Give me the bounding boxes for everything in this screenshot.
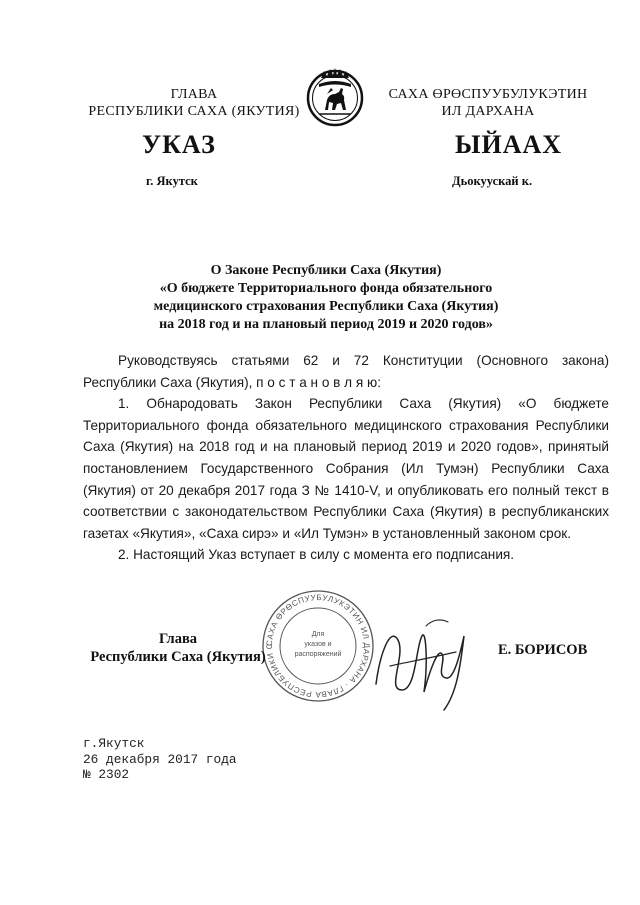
- footer: [83, 736, 237, 783]
- coat-of-arms-icon: [305, 64, 365, 130]
- signatory-name: Е. БОРИСОВ: [498, 642, 588, 658]
- preamble: Руководствуясь статьями 62 и 72 Конституции (Основного закона) Республики Саха (Якутия), п о с т а н о в л я ю:: [83, 353, 609, 390]
- city-sakha: Дьокуускай к.: [452, 174, 533, 188]
- seal-ring-text: САХА ӨРӨСПУУБУЛУКЭТИН ИЛ ДАРХАНА · ГЛАВА РЕСПУБЛИКИ С: [264, 592, 372, 700]
- seal-stamp-icon: [260, 588, 376, 704]
- title-sakha: ЫЙААХ: [455, 130, 563, 159]
- signature-title-line2: Республики Саха (Якутия): [90, 649, 266, 665]
- header-left: [88, 86, 300, 120]
- seal-center-line2: указов и: [304, 641, 332, 648]
- header-right-line1: САХА ӨРӨСПУУБУЛУКЭТИН: [388, 87, 588, 102]
- city-ru: г. Якутск: [146, 174, 198, 188]
- emblem: [305, 64, 365, 130]
- title-ru: УКАЗ: [142, 130, 216, 159]
- item-1: 1. Обнародовать Закон Республики Саха (Якутия) «О бюджете Территориального фонда обязательного медицинского страхования Республики Саха (Якутия) на 2018 год и на плановый период 2019 и 2020 годов», принятый постановлением Государственного Собрания (Ил Тумэн) Республики Саха (Якутия) от 20 декабря 2017 года З № 1410-V, и опубликовать его полный текст в соответствии с законодательством Республики Саха (Якутия) в республиканских газетах «Якутия», «Саха сирэ» и «Ил Тумэн» в установленный законом срок.: [83, 396, 609, 541]
- law-title-line2: «О бюджете Территориального фонда обязательного: [159, 281, 493, 296]
- footer-city: г.Якутск: [83, 736, 145, 751]
- footer-date: 26 декабря 2017 года: [83, 751, 237, 767]
- law-title-line3: медицинского страхования Республики Саха (Якутия): [153, 299, 499, 314]
- decree-body: [83, 350, 609, 566]
- header-left-line1: ГЛАВА: [170, 87, 218, 102]
- header-right-line2: ИЛ ДАРХАНА: [441, 104, 535, 119]
- signature-title: [80, 630, 276, 666]
- official-seal: [260, 588, 376, 704]
- seal-center-line1: Для: [311, 631, 325, 638]
- handwritten-signature: [368, 606, 478, 718]
- law-title: [95, 262, 557, 334]
- header-left-line2: РЕСПУБЛИКИ САХА (ЯКУТИЯ): [88, 104, 300, 119]
- law-title-line1: О Законе Республики Саха (Якутия): [210, 263, 442, 278]
- seal-center-line3: распоряжений: [294, 651, 342, 658]
- signature-scribble-icon: [368, 606, 478, 718]
- item-2: 2. Настоящий Указ вступает в силу с момента его подписания.: [118, 547, 515, 563]
- signature-title-line1: Глава: [158, 631, 198, 647]
- header-right: [378, 86, 598, 120]
- law-title-line4: на 2018 год и на плановый период 2019 и 2020 годов»: [159, 317, 493, 332]
- footer-number: № 2302: [83, 767, 130, 782]
